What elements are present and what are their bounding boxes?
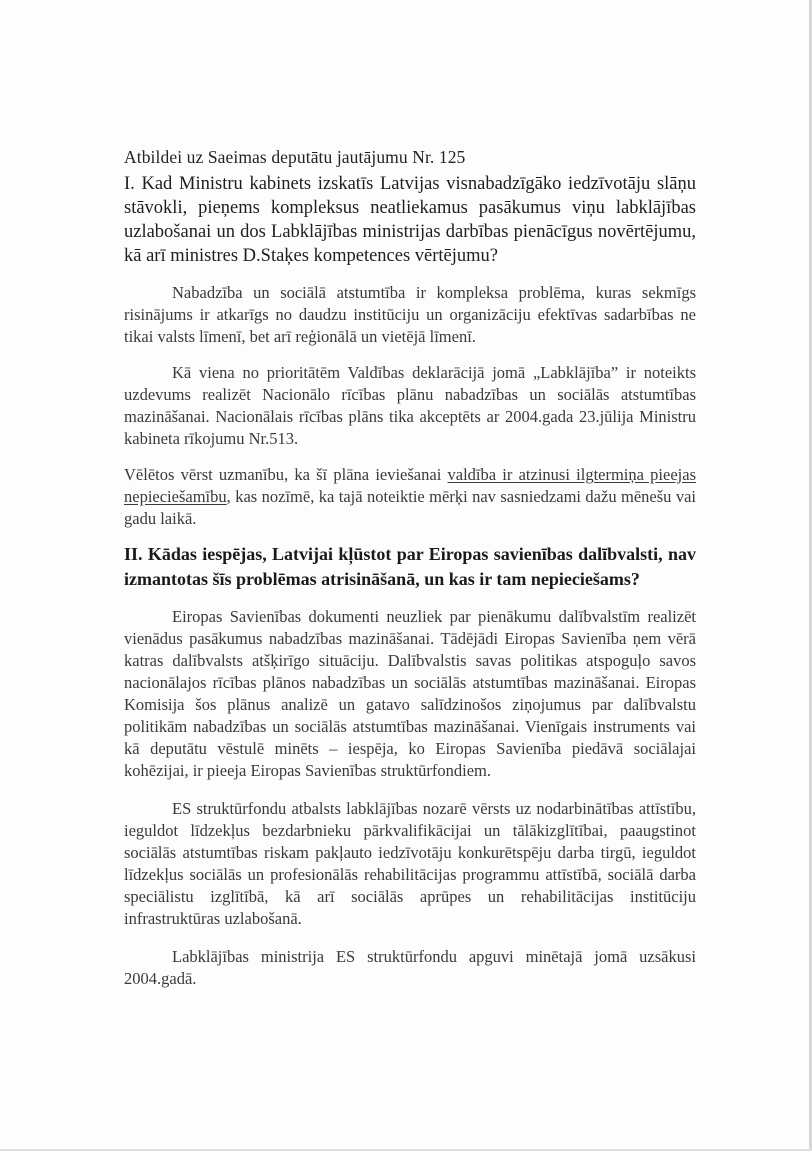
document-title: Atbildei uz Saeimas deputātu jautājumu Nr. 125 [124,147,466,167]
document-body [124,146,696,990]
answer-1-note-underlined: valdība ir atzinusi ilgtermiņa pieejas nepieciešamību [124,465,696,506]
question-1: I. Kad Ministru kabinets izskatīs Latvijas visnabadzīgāko iedzīvotāju slāņu stāvokli, pieņems kompleksus neatliekamus pasākumus viņu labklājības uzlabošanai un dos Labklājības ministrijas darbības pienācīgus novērtējumu, kā arī ministres D.Staķes kompetences vērtējumu? [124,174,696,266]
question-2: II. Kādas iespējas, Latvijai kļūstot par Eiropas savienības dalībvalsti, nav izmantotas šīs problēmas atrisināšanā, un kas ir tam nepieciešams? [124,544,696,589]
answer-2-paragraph-2: ES struktūrfondu atbalsts labklājības nozarē vērsts uz nodarbinātības attīstību, ieguldot līdzekļus bezdarbnieku pārkvalifikācijai un tālākizglītībai, paaugstinot sociālās atstumtības riskam pakļauto iedzīvotāju konkurētspēju darba tirgū, ieguldot līdzekļus sociālās un profesionālās rehabilitācijas programmu attīstībā, sociālā darba speciālistu izglītībā, kā arī sociālās aprūpes un rehabilitācijas institūciju infrastruktūras uzlabošanā. [124,799,696,928]
answer-1-note-end: , kas nozīmē, ka tajā noteiktie mērķi nav sasniedzami dažu mēnešu vai gadu laikā. [124,487,696,528]
answer-1-note [124,464,696,530]
answer-1-paragraph-2: Kā viena no prioritātēm Valdības deklarācijā jomā „Labklājība” ir noteikts uzdevums realizēt Nacionālo rīcības plānu nabadzības un sociālās atstumtības mazināšanai. Nacionālais rīcības plāns tika akceptēts ar 2004.gada 23.jūlija Ministru kabineta rīkojumu Nr.513. [124,363,696,448]
answer-2-paragraph-1: Eiropas Savienības dokumenti neuzliek par pienākumu dalībvalstīm realizēt vienādus pasākumus nabadzības mazināšanai. Tādējādi Eiropas Savienība ņem vērā katras dalībvalsts atšķirīgo situāciju. Dalībvalstis savas politikas atspoguļo savos nacionālajos rīcības plānos nabadzības un sociālās atstumtības mazināšanai. Eiropas Komisija šos plānus analizē un gatavo salīdzinošos ziņojumus par dalībvalstu politikām nabadzības un sociālās atstumtības mazināšanai. Vienīgais instruments vai kā deputātu vēstulē minēts – iespēja, ko Eiropas Savienība piedāvā sociālajai kohēzijai, ir pieeja Eiropas Savienības struktūrfondiem. [124,607,696,780]
answer-1-note-start: Vēlētos vērst uzmanību, ka šī plāna ieviešanai [124,465,448,484]
answer-2-paragraph-3: Labklājības ministrija ES struktūrfondu apguvi minētajā jomā uzsākusi 2004.gadā. [124,947,696,988]
answer-1-paragraph-1: Nabadzība un sociālā atstumtība ir kompleksa problēma, kuras sekmīgs risinājums ir atkarīgs no daudzu institūciju un organizāciju efektīvas sadarbības ne tikai valsts līmenī, bet arī reģionālā un vietējā līmenī. [124,283,696,346]
